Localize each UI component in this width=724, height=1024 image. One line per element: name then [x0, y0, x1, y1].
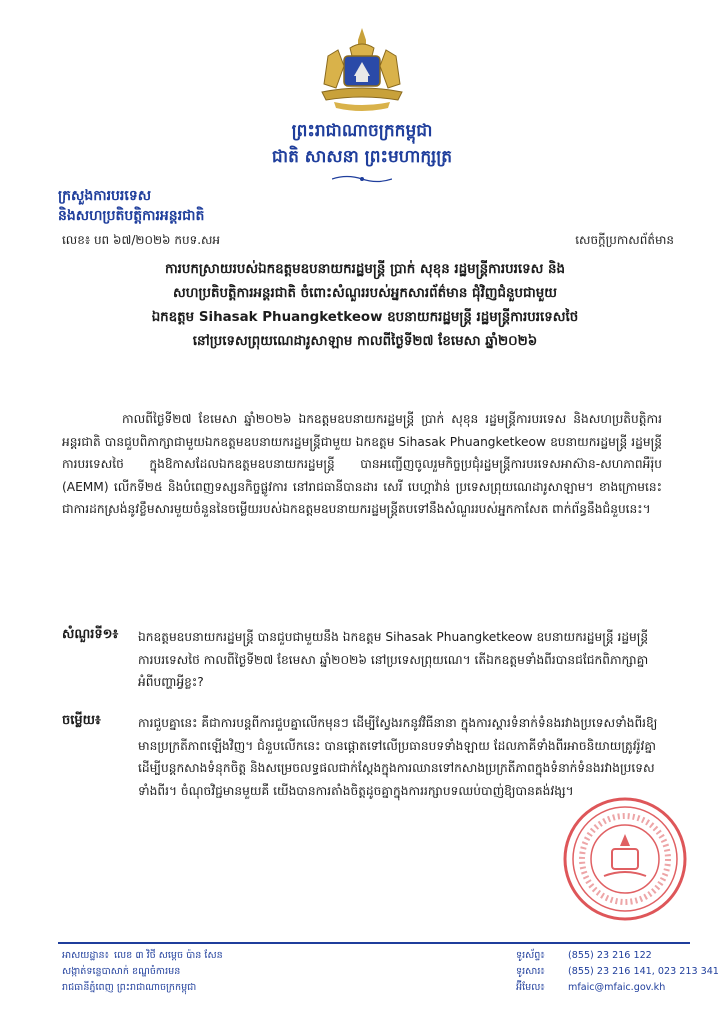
document-title [70, 258, 660, 354]
footer-divider [58, 942, 690, 944]
official-seal-icon [560, 794, 690, 924]
national-motto: ជាតិ សាសនា ព្រះមហាក្សត្រ [271, 147, 453, 167]
phone-label: ទូរស័ព្ទ៖ [516, 950, 545, 961]
address-line: រាជធានីភ្នំពេញ ព្រះរាជាណាចក្រកម្ពុជា [62, 982, 197, 993]
ministry-name-line2: និងសហប្រតិបត្តិការអន្តរជាតិ [58, 208, 205, 224]
royal-arms-emblem-icon [314, 26, 410, 114]
footer-address [62, 948, 223, 996]
kingdom-name: ព្រះរាជាណាចក្រកម្ពុជា [291, 121, 433, 141]
document-type: សេចក្តីប្រកាសព័ត៌មាន [575, 233, 674, 247]
answer-text: ការជួបគ្នានេះ គឺជាការបន្តពីការជួបគ្នាលើកមុនៗ ដើម្បីស្វែងរកនូវវិធីនានា ក្នុងការស្តារទំនាក់ទំនងរវាងប្រទេសទាំងពីរឱ្យមានប្រក្រតីភាពឡើងវិញ។ ជំនួបលើកនេះ បានផ្តោតទៅលើប្រធានបទទាំងឡាយ ដែលភាគីទាំងពីរអាចនិយាយត្រូវរ៉ូវគ្នាដើម្បីបន្តកសាងទំនុកចិត្ត និងសម្រេចលទ្ធផលជាក់ស្តែងក្នុងការឈានទៅកសាងប្រក្រតីភាពក្នុងទំនាក់ទំនងរវាងប្រទេសទាំងពីរ។ ចំណុចវិជ្ជមានមួយគឺ យើងបានការតាំងចិត្តដូចគ្នាក្នុងការរក្សាបទឈប់បាញ់ឱ្យបានគង់វង្ស។ [138, 716, 658, 798]
title-line: ឯកឧត្តម Sihasak Phuangketkeow ឧបនាយករដ្ឋមន្ត្រី រដ្ឋមន្ត្រីការបរទេសថៃ [151, 310, 579, 325]
question-label: សំណួរទី១៖ [62, 627, 119, 642]
email-link[interactable]: mfaic@mfaic.gov.kh [568, 982, 666, 993]
footer-contact [516, 948, 719, 996]
address-line: លេខ ៣ វិថី សម្តេច ប៉ាន សែន [114, 950, 223, 961]
answer-label: ចម្លើយ៖ [62, 713, 101, 728]
fax-label: ទូរសារ៖ [516, 966, 545, 977]
title-line: ការបកស្រាយរបស់ឯកឧត្តមឧបនាយករដ្ឋមន្ត្រី ប្រាក់ សុខុន រដ្ឋមន្ត្រីការបរទេស និង [164, 262, 566, 277]
email-label: អ៊ីមែល៖ [516, 982, 545, 993]
ministry-name-line1: ក្រសួងការបរទេស [58, 188, 152, 204]
title-line: សហប្រតិបត្តិការអន្តរជាតិ ចំពោះសំណួររបស់អ្នកសារព័ត៌មាន ជុំវិញជំនួបជាមួយ [172, 286, 558, 301]
reference-number: លេខ៖ បព ៦៧/២០២៦ កបទ.សអ [62, 233, 221, 247]
body-paragraph: កាលពីថ្ងៃទី២៧ ខែមេសា ឆ្នាំ២០២៦ ឯកឧត្តមឧបនាយករដ្ឋមន្ត្រី ប្រាក់ សុខុន រដ្ឋមន្ត្រីការបរទេស និងសហប្រតិបត្តិការអន្តរជាតិ បានជួបពិភាក្សាជាមួយឯកឧត្តមឧបនាយករដ្ឋមន្ត្រីជាមួយ ឯកឧត្តម Sihasak Phuangketkeow ឧបនាយករដ្ឋមន្ត្រី រដ្ឋមន្ត្រីការបរទេសថៃ ក្នុងឱកាសដែលឯកឧត្តមឧបនាយករដ្ឋមន្ត្រី បានអញ្ជើញចូលរួមកិច្ចប្រជុំរដ្ឋមន្ត្រីការបរទេសអាស៊ាន-សហភាពអឺរ៉ុប (AEMM) លើកទី២៥ និងបំពេញទស្សនកិច្ចផ្លូវការ នៅរាជធានីបានដារ សេរី បេហ្គាវ៉ាន់ ប្រទេសព្រុយណេដារូសាឡាម។ ខាងក្រោមនេះ ជាការដកស្រង់នូវខ្លឹមសារមួយចំនួននៃចម្លើយរបស់ឯកឧត្តមឧបនាយករដ្ឋមន្ត្រីតបទៅនឹងសំណួររបស់អ្នកកាសែត ពាក់ព័ន្ធនឹងជំនួបនេះ។ [62, 412, 662, 516]
ornament-divider-icon [332, 174, 392, 184]
question-text: ឯកឧត្តមឧបនាយករដ្ឋមន្ត្រី បានជួបជាមួយនឹង ឯកឧត្តម Sihasak Phuangketkeow ឧបនាយករដ្ឋមន្ត្រី រដ្ឋមន្ត្រីការបរទេសថៃ កាលពីថ្ងៃទី២៧ ខែមេសា ឆ្នាំ២០២៦ នៅប្រទេសព្រុយណេ។ តើឯកឧត្តមទាំងពីរបានជជែកពិភាក្សាគ្នាអំពីបញ្ហាអ្វីខ្លះ? [138, 630, 649, 689]
title-line: នៅប្រទេសព្រុយណេដារូសាឡាម កាលពីថ្ងៃទី២៧ ខែមេសា ឆ្នាំ២០២៦ [192, 334, 538, 349]
address-label: អាសយដ្ឋាន៖ [62, 950, 109, 961]
address-line: សង្កាត់ទន្លេបាសាក់ ខណ្ឌចំការមន [62, 966, 181, 977]
phone-number: (855) 23 216 122 [568, 950, 652, 961]
fax-number: (855) 23 216 141, 023 213 341 [568, 966, 719, 977]
